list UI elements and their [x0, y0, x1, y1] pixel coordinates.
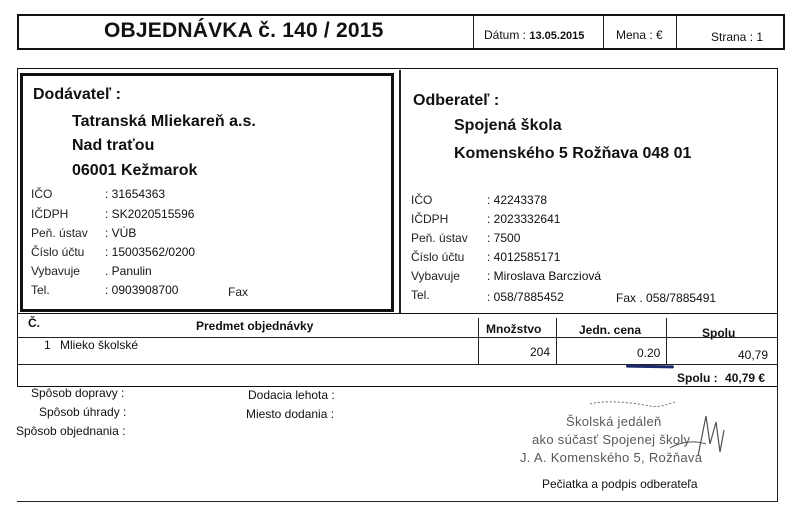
- order-title: OBJEDNÁVKA č. 140 / 2015: [104, 19, 384, 42]
- customer-heading: Odberateľ :: [413, 92, 500, 109]
- stamp-line-2: ako súčasť Spojenej školy: [532, 432, 691, 447]
- customer-account-label: Číslo účtu: [411, 250, 465, 264]
- customer-phone-label: Tel.: [411, 288, 430, 302]
- col-divider-total: [666, 318, 667, 365]
- order-method-label: Spôsob objednania :: [16, 424, 126, 438]
- supplier-fax-label: Fax: [228, 285, 249, 299]
- customer-contact-value: : Miroslava Barcziová: [487, 269, 602, 283]
- date-label: Dátum :: [484, 28, 527, 42]
- sum-value: 40,79 €: [725, 371, 766, 385]
- supplier-contact-label: Vybavuje: [31, 264, 80, 278]
- col-header-total: Spolu: [702, 326, 736, 340]
- supplier-bank-label: Peň. ústav: [31, 226, 88, 240]
- delivery-place-label: Miesto dodania :: [246, 407, 335, 421]
- supplier-phone-value: : 0903908700: [105, 283, 179, 297]
- parties-divider: [399, 70, 401, 314]
- supplier-name: Tatranská Mliekareň a.s.: [72, 113, 256, 130]
- row-price: 0.20: [637, 346, 661, 360]
- signature-icon: [510, 396, 740, 474]
- stamp-line-1: Školská jedáleň: [566, 414, 662, 429]
- col-header-qty: Množstvo: [486, 322, 542, 336]
- customer-account-value: : 4012585171: [487, 250, 561, 264]
- row-qty: 204: [530, 345, 551, 359]
- customer-fax-label: Fax: [616, 291, 637, 305]
- row-subject: Mlieko školské: [60, 338, 139, 352]
- page-value: 1: [756, 30, 764, 44]
- customer-name: Spojená škola: [454, 117, 562, 134]
- customer-contact-label: Vybavuje: [411, 269, 460, 283]
- col-header-index: Č.: [28, 316, 40, 330]
- supplier-icdph-value: : SK2020515596: [105, 207, 195, 221]
- page-field: [711, 30, 763, 44]
- col-header-subject: Predmet objednávky: [196, 319, 314, 333]
- supplier-phone-label: Tel.: [31, 283, 50, 297]
- date-field: [484, 28, 584, 42]
- customer-address: Komenského 5 Rožňava 048 01: [454, 145, 692, 162]
- supplier-icdph-label: IČDPH: [31, 207, 69, 221]
- customer-bank-value: : 7500: [487, 231, 521, 245]
- customer-ico-label: IČO: [411, 193, 433, 207]
- stamp: [510, 396, 740, 474]
- supplier-city: 06001 Kežmarok: [72, 162, 198, 179]
- supplier-account-label: Číslo účtu: [31, 245, 85, 259]
- col-header-price: Jedn. cena: [579, 323, 642, 337]
- row-total: 40,79: [738, 348, 769, 362]
- sum-row: [677, 371, 765, 385]
- header-divider-2: [603, 15, 604, 49]
- signature-caption: Pečiatka a podpis odberateľa: [542, 477, 698, 491]
- customer-icdph-label: IČDPH: [411, 212, 449, 226]
- stamp-line-3: J. A. Komenského 5, Rožňava: [520, 450, 703, 465]
- row-index: 1: [44, 338, 51, 352]
- customer-fax: [616, 291, 716, 305]
- supplier-street: Nad traťou: [72, 137, 155, 154]
- currency-label: Mena :: [616, 28, 653, 42]
- customer-ico-value: : 42243378: [487, 193, 548, 207]
- col-divider-price: [556, 318, 557, 365]
- supplier-ico-label: IČO: [31, 187, 53, 201]
- delivery-term-label: Dodacia lehota :: [248, 388, 335, 402]
- supplier-ico-value: : 31654363: [105, 187, 166, 201]
- col-divider-qty: [478, 318, 479, 365]
- delivery-method-label: Spôsob dopravy :: [31, 386, 125, 400]
- payment-method-label: Spôsob úhrady :: [39, 405, 127, 419]
- customer-bank-label: Peň. ústav: [411, 231, 468, 245]
- header-divider-1: [473, 15, 474, 49]
- header-divider-3: [676, 15, 677, 49]
- page-label: Strana :: [711, 30, 754, 44]
- sum-label: Spolu :: [677, 371, 718, 385]
- date-value: 13.05.2015: [529, 30, 585, 42]
- customer-phone-value: : 058/7885452: [487, 290, 564, 304]
- supplier-account-value: : 15003562/0200: [105, 245, 196, 259]
- customer-fax-value: . 058/7885491: [639, 291, 717, 305]
- supplier-bank-value: : VÚB: [105, 226, 137, 240]
- supplier-contact-value: . Panulin: [105, 264, 152, 278]
- currency-value: €: [656, 28, 663, 42]
- customer-icdph-value: : 2023332641: [487, 212, 561, 226]
- currency-field: [616, 28, 663, 42]
- supplier-heading: Dodávateľ :: [33, 86, 121, 103]
